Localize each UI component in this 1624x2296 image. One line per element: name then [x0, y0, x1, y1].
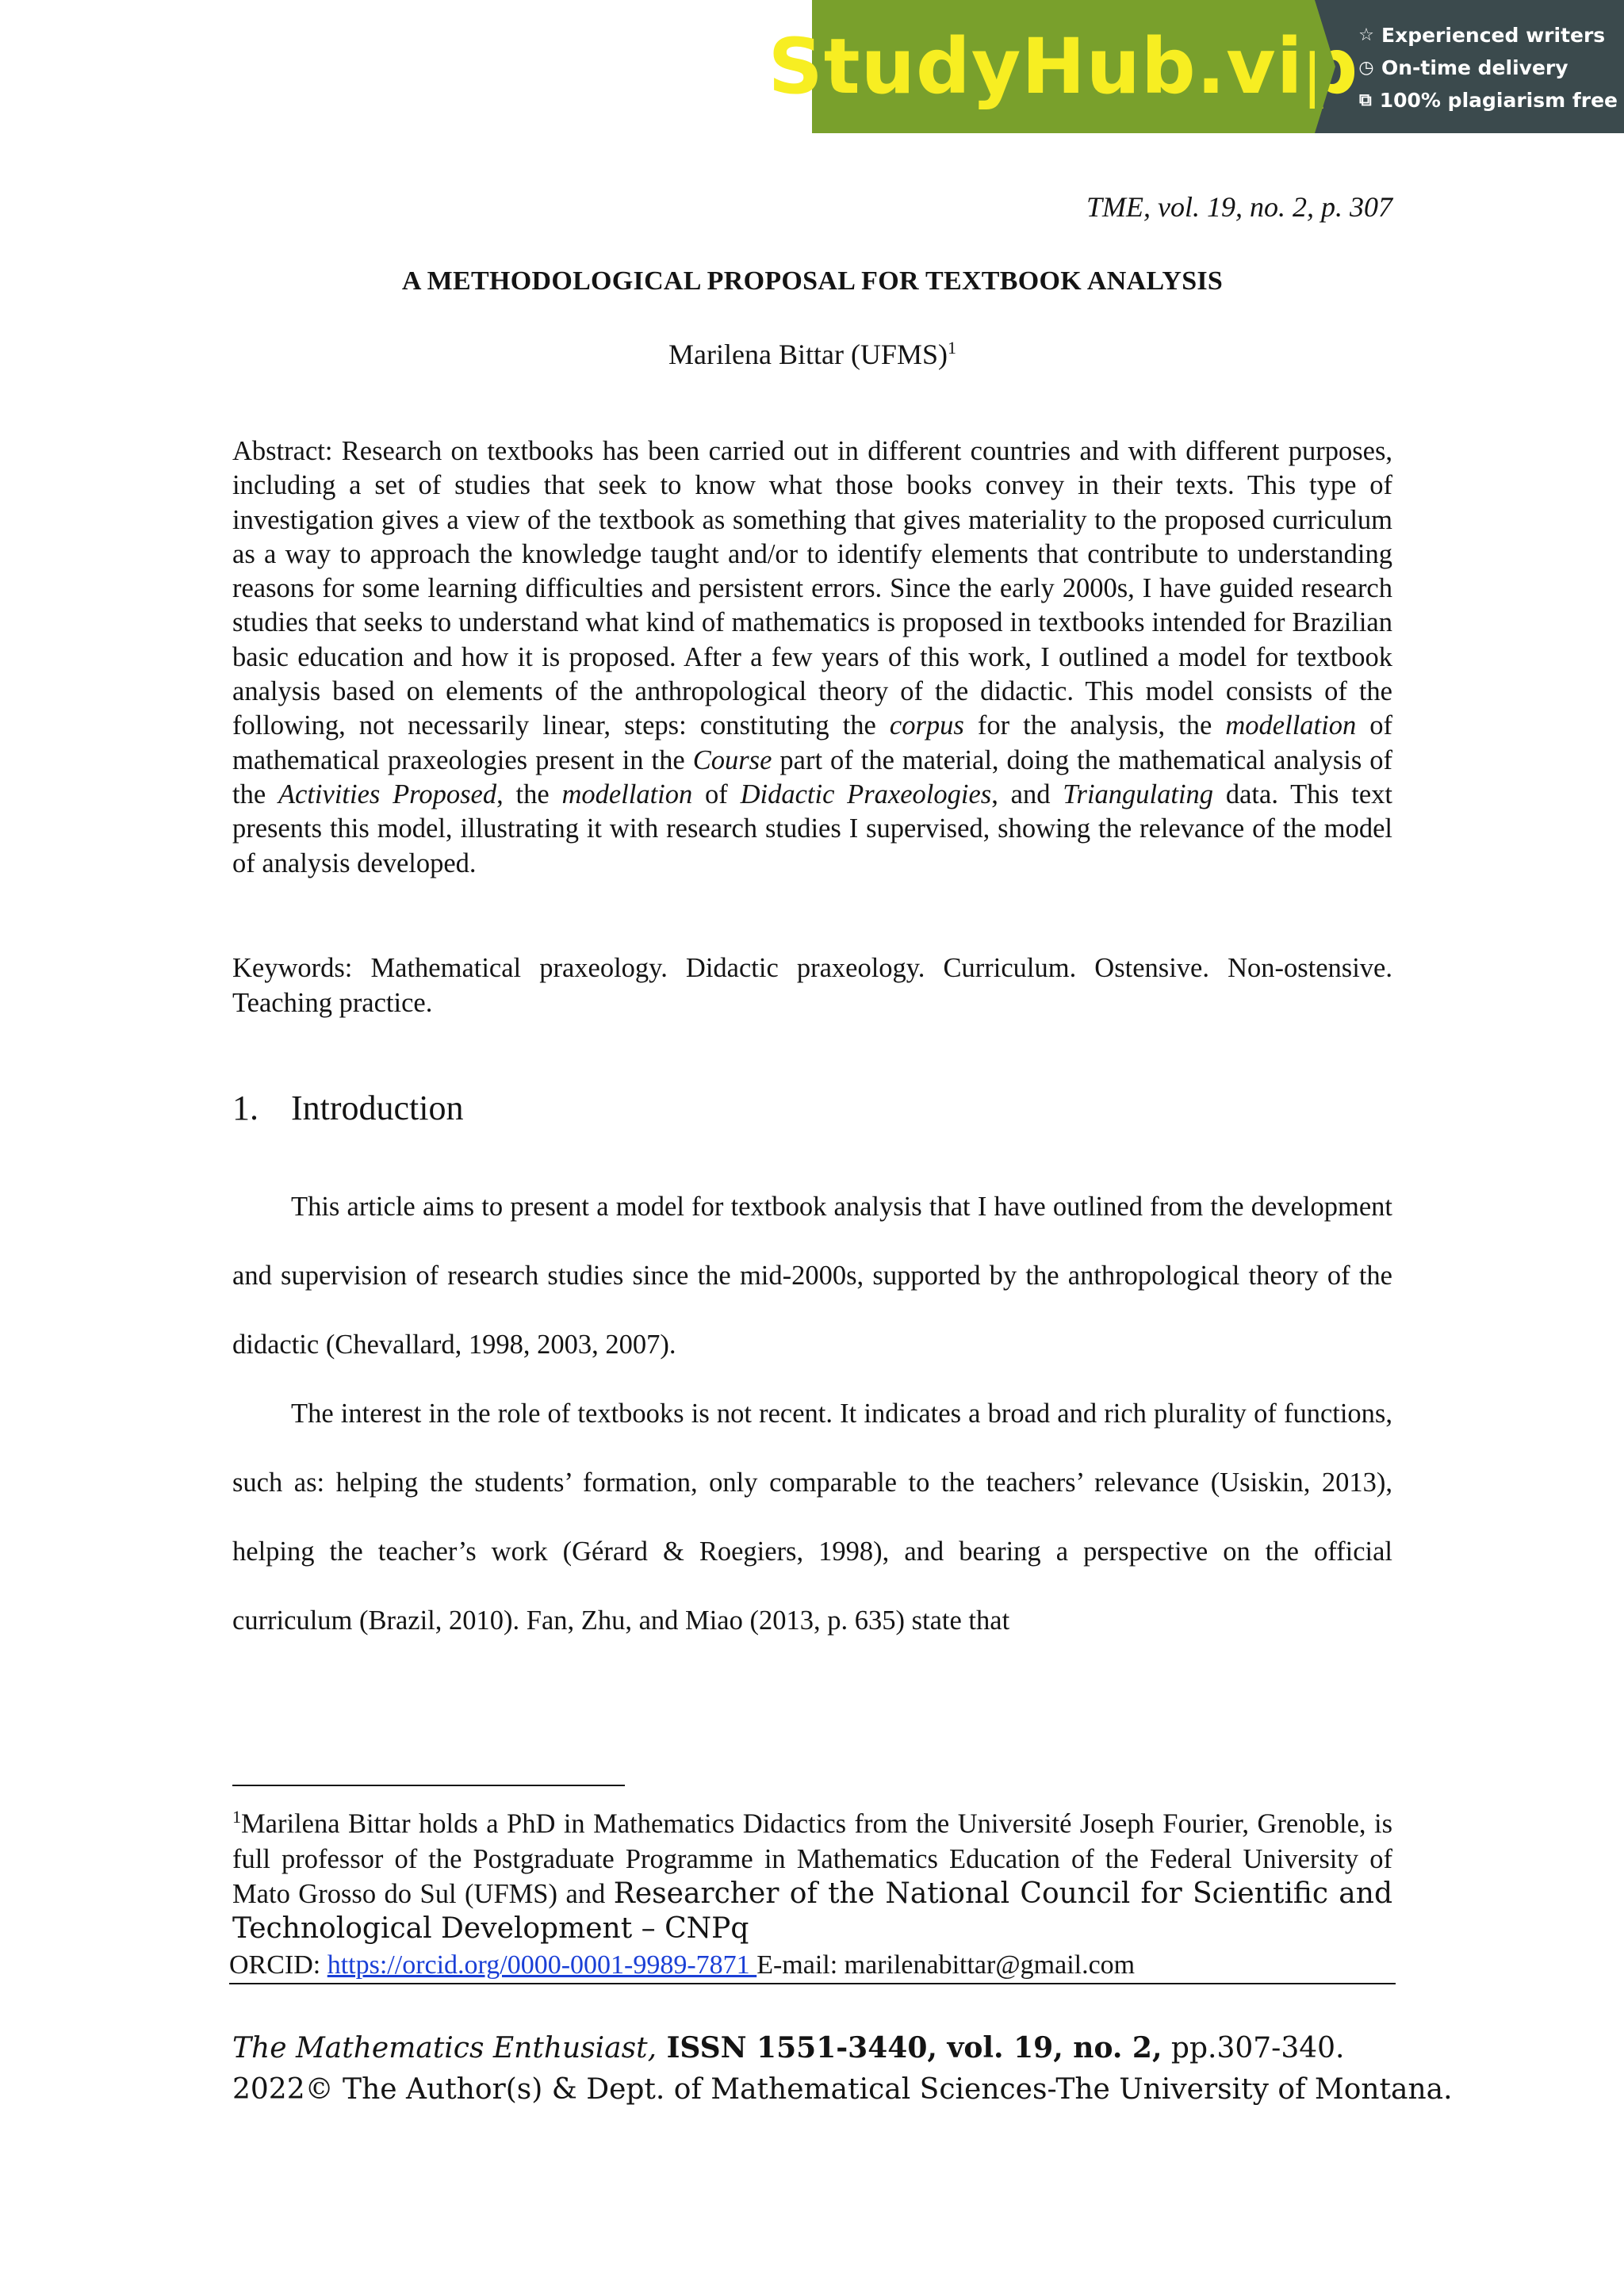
- copy-icon: ⧉: [1359, 90, 1372, 110]
- footnote-paragraph: $^1$Marilena Bittar holds a PhD in Mathematics Didactics from the Université Joseph Fourier, Grenoble, is full professor of the Postgraduate Programme in Mathematics Education of the Federal University of Mato Grosso do Sul (UFMS) and Researcher of the National Council for Scientific and Technological Development – CNPq: [232, 1807, 1392, 1945]
- author-name: Marilena Bittar (UFMS): [668, 339, 948, 370]
- journal-issn: ISSN 1551-3440, vol. 19, no. 2,: [657, 2031, 1162, 2064]
- banner-feature-list: [1356, 19, 1618, 117]
- body-paragraph-2: The interest in the role of textbooks is not recent. It indicates a broad and rich plurality of functions, such as: helping the students’ formation, only comparable to the teachers’ relevance (Usiskin, 2013), helping the teacher’s work (Gérard & Roegiers, 1998), and bearing a perspective on the official curriculum (Brazil, 2010). Fan, Zhu, and Miao (2013, p. 635) state that: [232, 1399, 1392, 1636]
- section-title: Introduction: [291, 1089, 464, 1127]
- journal-footer: [232, 2027, 1453, 2110]
- feature-label: Experienced writers: [1381, 24, 1606, 47]
- feature-on-time-delivery: [1356, 52, 1618, 84]
- feature-experienced-writers: [1356, 19, 1618, 52]
- star-icon: ☆: [1358, 25, 1374, 45]
- paper-title: A METHODOLOGICAL PROPOSAL FOR TEXTBOOK ANALYSIS: [401, 266, 1224, 296]
- author-footnote-mark: 1: [947, 338, 956, 358]
- feature-plagiarism-free: [1356, 84, 1618, 117]
- email-text: E-mail: marilenabittar@gmail.com: [756, 1950, 1136, 1980]
- orcid-label: ORCID:: [229, 1950, 327, 1980]
- banner-arrow-shape: [1315, 0, 1335, 133]
- abstract: [232, 434, 1392, 881]
- footnote-divider: [232, 1785, 625, 1786]
- body-text: [232, 1173, 1392, 1655]
- studyhub-logo[interactable]: StudyHub.vip: [812, 0, 1315, 133]
- studyhub-banner[interactable]: [768, 0, 1624, 133]
- running-head: TME, vol. 19, no. 2, p. 307: [1086, 191, 1392, 223]
- journal-name: The Mathematics Enthusiast,: [232, 2032, 657, 2064]
- body-paragraph-1: This article aims to present a model for textbook analysis that I have outlined from the development and supervision of research studies since the mid-2000s, supported by the anthropological theory of the didactic (Chevallard, 1998, 2003, 2007).: [232, 1192, 1392, 1360]
- footnote: [232, 1800, 1392, 1946]
- abstract-paragraph: Abstract: Research on textbooks has been carried out in different countries and with different purposes, including a set of studies that seek to know what those books convey in their texts. This type of investigation gives a view of the textbook as something that gives materiality to the proposed curriculum as a way to approach the knowledge taught and/or to identify elements that contribute to understanding reasons for some learning difficulties and persistent errors. Since the early 2000s, I have guided research studies that seeks to understand what kind of mathematics is proposed in textbooks intended for Brazilian basic education and how it is proposed. After a few years of this work, I outlined a model for textbook analysis based on elements of the anthropological theory of the didactic. This model consists of the following, not necessarily linear, steps: constituting the corpus for the analysis, the modellation of mathematical praxeologies present in the Course part of the material, doing the mathematical analysis of the Activities Proposed, the modellation of Didactic Praxeologies, and Triangulating data. This text presents this model, illustrating it with research studies I supervised, showing the relevance of the model of analysis developed.: [232, 436, 1392, 878]
- orcid-email-line: [229, 1950, 1396, 1984]
- orcid-link[interactable]: https://orcid.org/0000-0001-9989-7871: [327, 1950, 757, 1980]
- footnote-mark: 1: [232, 1807, 241, 1827]
- journal-citation: [232, 2027, 1422, 2069]
- keywords: [232, 951, 1392, 1020]
- section-number: 1.: [232, 1089, 259, 1127]
- section-heading-introduction: [232, 1088, 464, 1128]
- journal-pages: pp.307-340.: [1162, 2032, 1345, 2064]
- journal-copyright: 2022© The Author(s) & Dept. of Mathematical Sciences-The University of Montana.: [232, 2073, 1453, 2106]
- feature-label: 100% plagiarism free: [1379, 89, 1618, 112]
- clock-icon: ◷: [1358, 58, 1374, 78]
- feature-label: On-time delivery: [1381, 56, 1568, 79]
- keywords-paragraph: Keywords: Mathematical praxeology. Didactic praxeology. Curriculum. Ostensive. Non-ostensive. Teaching practice.: [232, 953, 1392, 1018]
- author-line: [232, 338, 1392, 371]
